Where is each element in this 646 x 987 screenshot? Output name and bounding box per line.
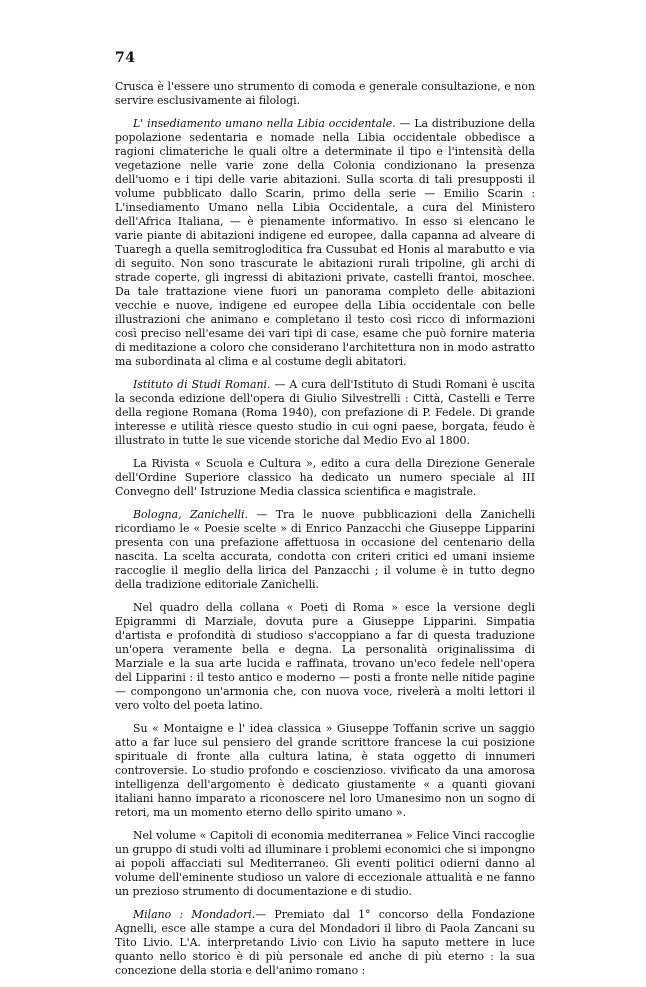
paragraph-2 xyxy=(115,117,535,369)
paragraph-3-text: — A cura dell'Istituto di Studi Romani è uscita la seconda edizione dell'opera di Giulio Silvestrelli : Città, Castelli e Terre della regione Romana (Roma 1940), con prefazione di P. Fedele. Di grande interesse e utilità riesce questo studio in cui ogni paese, borgata, feudo è illustrato in tutte le sue vicende storiche dal Medio Evo al 1800. xyxy=(115,378,535,447)
paragraph-8-text: Nel volume « Capitoli di economia mediterranea » Felice Vinci raccoglie un gruppo di studi volti ad illuminare i problemi economici che si impongno ai popoli affacciati sul Mediterraneo. Gli eventi politici odierni danno al volume dell'eminente studioso un valore di eccezionale attualità e ne fanno un prezioso strumento di documentazione e di studio. xyxy=(115,829,535,898)
paragraph-5-text: — Tra le nuove pubblicazioni della Zanichelli ricordiamo le « Poesie scelte » di Enrico Panzacchi che Giuseppe Lipparini presenta con una prefazione affettuosa in occasione del centenario della nascita. La scelta accurata, condotta con criteri critici ed umani insieme raccoglie il meglio della lirica del Panzacchi ; il volume è in tutto degno della tradizione editoriale Zanichelli. xyxy=(115,508,536,591)
paragraph-9-text: — Premiato dal 1° concorso della Fondazione Agnelli, esce alle stampe a cura del Mondadori il libro di Paola Zancani su Tito Livio. L'A. interpretando Livio con Livio ha saputo mettere in luce quanto nello storico è di più personale ed anche di più eterno : la sua concezione della storia e dell'animo romano : xyxy=(115,908,535,977)
paragraph-9-lead: Milano : Mondadori. xyxy=(133,908,256,921)
page-number: 74 xyxy=(115,50,136,66)
document-page xyxy=(115,50,535,987)
paragraph-1-text: Crusca è l'essere uno strumento di comoda e generale consultazione, e non servire esclusivamente ai filologi. xyxy=(115,80,535,107)
paragraph-5 xyxy=(115,508,535,592)
paragraph-9 xyxy=(115,908,535,978)
paragraph-4-text: La Rivista « Scuola e Cultura », edito a cura della Direzione Generale dell'Ordine Superiore classico ha dedicato un numero speciale al III Convegno dell' Istruzione Media classica scientifica e magistrale. xyxy=(115,457,535,498)
paragraph-3-lead: Istituto di Studi Romani. xyxy=(133,378,271,391)
paragraph-6-text: Nel quadro della collana « Poeti di Roma » esce la versione degli Epigrammi di Marziale, dovuta pure a Giuseppe Lipparini. Simpatia d'artista e profondità di studioso s'accoppiano a far di questa traduzione un'opera veramente bella e degna. La personalità originalissima di Marziale e la sua arte lucida e raffinata, trovano un'eco fedele nell'opera del Lipparini : il testo antico e moderno — posti a fronte nelle nitide pagine — compongono un'armonia che, con nuova voce, rivelerà a molti lettori il vero volto del poeta latino. xyxy=(115,601,535,712)
paragraph-1 xyxy=(115,80,535,108)
paragraph-8 xyxy=(115,829,535,899)
paragraph-2-text: — La distribuzione della popolazione sedentaria e nomade nella Libia occidentale obbedisce a ragioni climateriche le quali oltre a determinate il tipo e l'intensità della vegetazione nelle varie zone della Colonia condizionano la presenza dell'uomo e i tipi delle varie abitazioni. Sulla scorta di tali presupposti il volume pubblicato dallo Scarin, primo della serie — Emilio Scarin : L'insediamento Umano nella Libia Occidentale, a cura del Ministero dell'Africa Italiana, — è pienamente informativo. In esso si elencano le varie piante di abitazioni indigene ed europee, dalla capanna ad alveare di Tuaregh a quella semitrogloditica fra Cussubat ed Honis al marabutto e via di seguito. Non sono trascurate le abitazioni rurali tripoline, gli archi di strade coperte, gli ingressi di abitazioni private, castelli frantoi, moschee. Da tale trattazione viene fuori un panorama completo delle abitazioni vecchie e nuove, indigene ed europee della Libia occidentale con belle illustrazioni che animano e completano il testo così ricco di informazioni così preciso nell'esame dei vari tipi di case, esame che può fornire materia di meditazione a coloro che considerano l'architettura non in modo astratto ma subordinata al clima e al costume degli abitatori. xyxy=(115,117,535,368)
paragraph-4 xyxy=(115,457,535,499)
paragraph-7-text: Su « Montaigne e l' idea classica » Giuseppe Toffanin scrive un saggio atto a far luce sul pensiero del grande scrittore francese la cui posizione spirituale di fronte alla cultura latina, è stata oggetto di innumeri controversie. Lo studio profondo e coscienzioso. vivificato da una amorosa intelligenza dell'argomento è dedicato giustamente « a quanti giovani italiani hanno imparato a riconoscere nel loro Umanesimo non un sogno di retori, ma un momento eterno dello spirito umano ». xyxy=(115,722,535,819)
paragraph-7 xyxy=(115,722,535,820)
paragraph-6 xyxy=(115,601,535,713)
paragraph-5-lead: Bologna, Zanichelli. xyxy=(133,508,248,521)
paragraph-2-lead: L' insediamento umano nella Libia occidentale. xyxy=(133,117,396,130)
paragraph-3 xyxy=(115,378,535,448)
